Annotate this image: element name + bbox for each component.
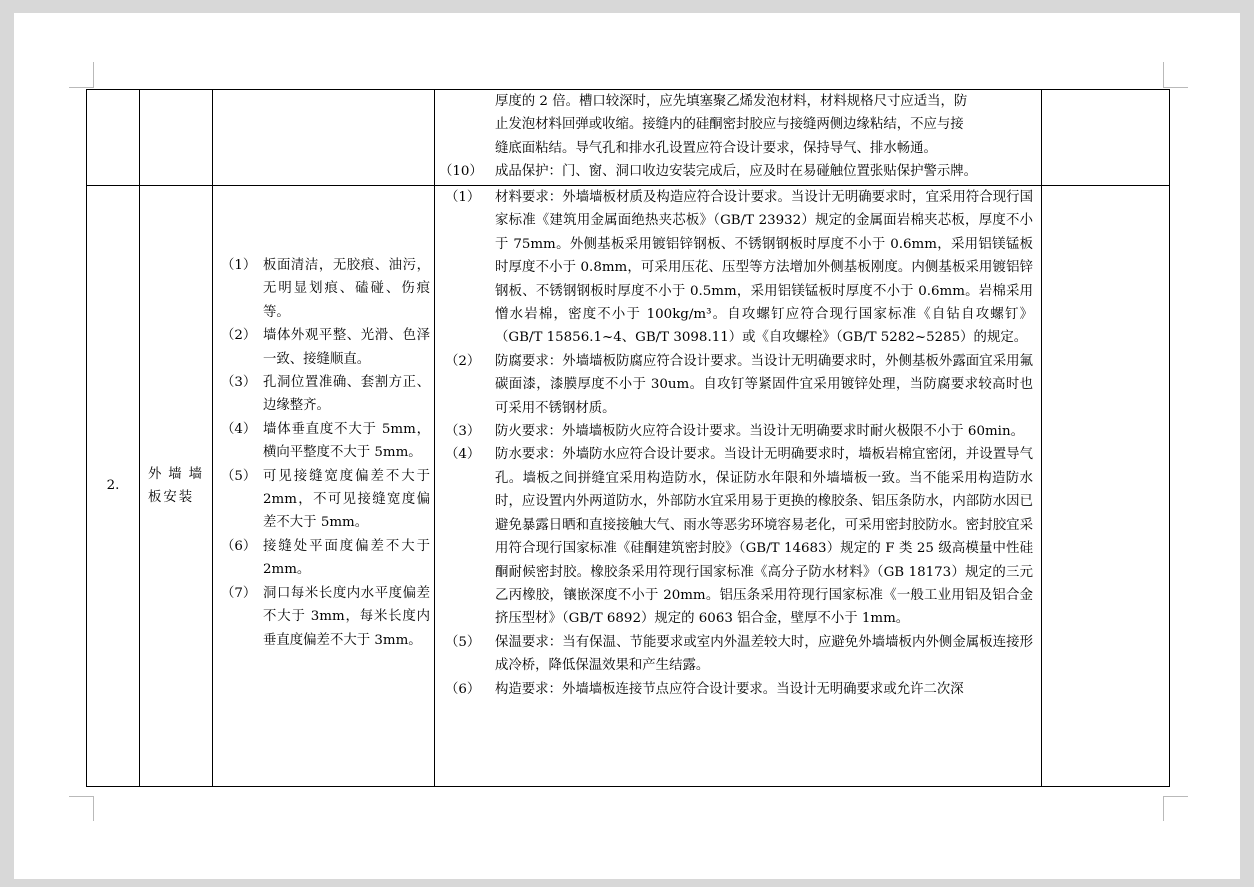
item-index: （1） — [221, 258, 257, 273]
item-name: 外墙墙板安装 — [140, 186, 213, 787]
list-item — [435, 186, 1041, 350]
crop-mark-top-left — [93, 62, 94, 87]
list-item — [435, 420, 1041, 443]
item-index: （6） — [221, 538, 257, 554]
item-text: 防水要求：外墙防水应符合设计要求。当设计无明确要求时，墙板岩棉宜密闭，并设置导气孔。墙板之间拼缝宜采用构造防水，保证防水年限和外墙墙板一致。当不能采用构造防水时，应设置内外两道防水，外部防水宜采用易于更换的橡胶条、铝压条防水，内部防水因已避免暴露日晒和直接接触大气、雨水等恶劣环境容易老化，可采用密封胶防水。密封胶宜采用符合现行国家标准《硅酮建筑密封胶》（GB/T 14683）规定的 F 类 25 级高模量中性硅酮耐候密封胶。橡胶条采用符现行国家标准《高分子防水材料》（GB 18173）规定的三元乙丙橡胶，镶嵌深度不小于 20mm。铝压条采用符现行国家标准《一般工业用铝及铝合金挤压型材》（GB/T 6892）规定的 6063 铝合金，壁厚不小于 1mm。 — [495, 447, 1033, 627]
list-item — [435, 678, 1041, 701]
item-index: （4） — [445, 447, 481, 463]
item-index: （3） — [221, 375, 257, 391]
item-text: 孔洞位置准确、套割方正、边缘整齐。 — [263, 375, 430, 414]
item-text: 构造要求：外墙墙板连接节点应符合设计要求。当设计无明确要求或允许二次深 — [495, 681, 964, 697]
item-index: （5） — [445, 634, 481, 650]
construction-standards-table — [86, 89, 1170, 787]
list-item — [213, 582, 434, 652]
item-text: 板面清洁，无胶痕、油污，无明显划痕、磕碰、伤痕等。 — [263, 258, 430, 320]
crop-mark-bottom-left — [93, 796, 94, 821]
item-text: 保温要求：当有保温、节能要求或室内外温差较大时，应避免外墙墙板内外侧金属板连接形成冷桥，降低保温效果和产生结露。 — [495, 634, 1033, 674]
list-item — [213, 371, 434, 418]
table-row — [87, 186, 1170, 787]
item-index: （4） — [221, 421, 257, 437]
item-text: 墙体外观平整、光滑、色泽一致、接缝顺直。 — [263, 328, 430, 367]
row1-name-cell — [140, 90, 213, 186]
item-text: 防腐要求：外墙墙板防腐应符合设计要求。当设计无明确要求时，外侧基板外露面宜采用氟碳面漆，漆膜厚度不小于 30um。自攻钉等紧固件宜采用镀锌处理，当防腐要求较高时也可采用不锈钢材质。 — [495, 353, 1033, 416]
table-row — [87, 90, 1170, 186]
list-item — [213, 535, 434, 582]
remark-cell — [1042, 186, 1170, 787]
item-text: 防火要求：外墙墙板防火应符合设计要求。当设计无明确要求时耐火极限不小于 60min。 — [495, 424, 1024, 440]
item-index: （10） — [439, 164, 483, 180]
row1-standard-cell — [435, 90, 1042, 186]
list-item — [213, 254, 434, 324]
row1-quality-cell — [213, 90, 435, 186]
list-item — [435, 350, 1041, 420]
crop-mark-bottom-right — [1163, 796, 1164, 821]
continuation-line: 止发泡材料回弹或收缩。接缝内的硅酮密封胶应与接缝两侧边缘粘结，不应与接 — [495, 117, 964, 133]
continuation-line: 缝底面粘结。导气孔和排水孔设置应符合设计要求，保持导气、排水畅通。 — [495, 140, 937, 156]
crop-mark-bottom-left-h — [69, 796, 94, 797]
list-item — [213, 465, 434, 535]
item-text: 成品保护：门、窗、洞口收边安装完成后，应及时在易碰触位置张贴保护警示牌。 — [495, 164, 978, 180]
quality-requirements-cell — [213, 186, 435, 787]
item-index: （5） — [221, 468, 257, 484]
crop-mark-top-right-h — [1163, 87, 1188, 88]
item-index: （1） — [445, 190, 481, 205]
item-index: （3） — [445, 424, 481, 440]
row1-remark-cell — [1042, 90, 1170, 186]
list-item — [213, 324, 434, 371]
document-page — [14, 13, 1240, 879]
item-text: 材料要求：外墙墙板材质及构造应符合设计要求。当设计无明确要求时，宜采用符合现行国家标准《建筑用金属面绝热夹芯板》（GB/T 23932）规定的金属面岩棉夹芯板，厚度不小于 75mm。外侧基板采用镀铝锌钢板、不锈钢钢板时厚度不小于 0.6mm，采用铝镁锰板时厚度不小于 0.8mm，可采用压花、压型等方法增加外侧基板刚度。内侧基板采用镀铝锌钢板、不锈钢钢板时厚度不小于 0.5mm，采用铝镁锰板时厚度不小于 0.6mm。岩棉采用憎水岩棉，密度不小于 100kg/m³。自攻螺钉应符合现行国家标准《自钻自攻螺钉》（GB/T 15856.1~4、GB/T 3098.11）或《自攻螺栓》（GB/T 5282~5285）的规定。 — [495, 190, 1033, 346]
item-index: （2） — [221, 328, 257, 344]
item-text: 墙体垂直度不大于 5mm，横向平整度不大于 5mm。 — [263, 421, 430, 461]
item-text: 可见接缝宽度偏差不大于 2mm，不可见接缝宽度偏差不大于 5mm。 — [263, 468, 430, 531]
row1-number-cell — [87, 90, 140, 186]
list-item — [435, 160, 1041, 183]
continuation-line: 厚度的 2 倍。槽口较深时，应先填塞聚乙烯发泡材料，材料规格尺寸应适当，防 — [495, 94, 968, 109]
item-text: 洞口每米长度内水平度偏差不大于 3mm，每米长度内垂直度偏差不大于 3mm。 — [263, 585, 430, 648]
crop-mark-bottom-right-h — [1163, 796, 1188, 797]
continuation-block — [435, 90, 1041, 160]
item-text: 接缝处平面度偏差不大于 2mm。 — [263, 538, 430, 578]
item-index: （7） — [221, 585, 257, 601]
list-item — [435, 443, 1041, 630]
item-index: （2） — [445, 353, 481, 369]
item-index: （6） — [445, 681, 481, 697]
crop-mark-top-right — [1163, 62, 1164, 87]
construction-standards-cell — [435, 186, 1042, 787]
list-item — [435, 631, 1041, 678]
crop-mark-top-left-h — [69, 87, 94, 88]
row-number: 2. — [87, 186, 140, 787]
list-item — [213, 418, 434, 465]
